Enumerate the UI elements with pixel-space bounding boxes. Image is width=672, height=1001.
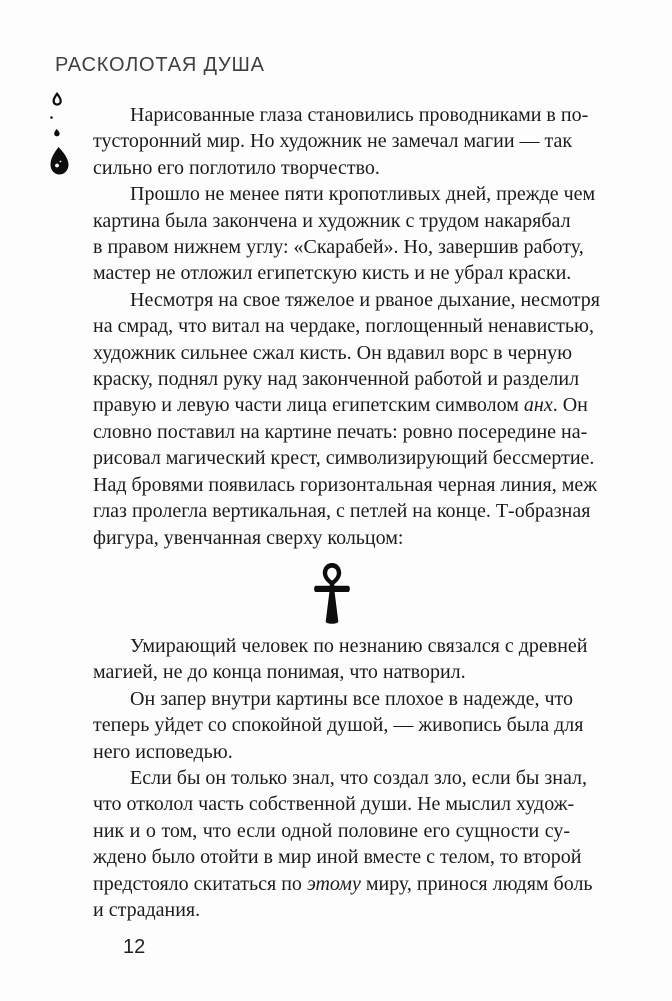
- text-line: [93, 498, 591, 524]
- text-segment: тусторонний мир. Но художник не замечал магии — так: [93, 130, 573, 153]
- running-header: РАСКОЛОТАЯ ДУША: [55, 54, 265, 76]
- text-line: [93, 765, 587, 791]
- page-number: 12: [123, 936, 146, 958]
- text-line: [93, 419, 588, 445]
- text-line: [93, 445, 595, 471]
- text-segment: предстояло скитаться по: [93, 872, 307, 895]
- text-segment: теперь уйдет со спокойной душой, — живопись была для: [93, 714, 584, 737]
- text-line: [93, 659, 570, 685]
- text-segment: краску, поднял руку над законченной работой и разделил: [93, 368, 580, 391]
- italic-text-segment: анх: [523, 394, 553, 417]
- text-segment: Несмотря на свое тяжелое и рваное дыхание, несмотря: [130, 288, 600, 311]
- text-line: [93, 366, 580, 392]
- text-segment: ждено было отойти в мир иной вместе с телом, то второй: [93, 846, 582, 869]
- text-line: [93, 313, 594, 339]
- text-segment: . Он: [552, 394, 588, 417]
- text-line: [93, 818, 570, 844]
- text-segment: правую и левую части лица египетским символом: [93, 394, 524, 417]
- text-segment: Над бровями появилась горизонтальная черная линия, меж: [93, 473, 598, 496]
- text-segment: рисовал магический крест, символизирующий бессмертие.: [93, 447, 595, 470]
- text-line: [93, 340, 573, 366]
- text-segment: фигура, увенчанная сверху кольцом:: [93, 526, 404, 549]
- body-text: [93, 102, 600, 923]
- text-line: [93, 234, 584, 260]
- ankh-icon: [312, 562, 352, 626]
- text-segment: в правом нижнем углу: «Скарабей». Но, завершив работу,: [93, 236, 584, 259]
- text-segment: Если бы он только знал, что создал зло, если бы знал,: [130, 766, 587, 789]
- text-segment: ник и о том, что если одной половине его сущности су-: [93, 819, 570, 842]
- text-line: [93, 712, 584, 738]
- text-segment: на смрад, что витал на чердаке, поглощенный ненавистью,: [93, 315, 594, 338]
- text-line: [93, 287, 600, 313]
- text-segment: мастер не отложил египетскую кисть и не убрал краски.: [93, 262, 572, 285]
- text-line: [93, 739, 570, 765]
- text-line: [93, 472, 598, 498]
- text-segment: глаз пролегла вертикальная, с петлей на конце. Т-образная: [93, 500, 591, 523]
- text-line: [93, 260, 570, 286]
- text-line: [93, 102, 589, 128]
- text-segment: миру, принося людям боль: [360, 872, 593, 895]
- text-segment: художник сильнее сжал кисть. Он вдавил ворс в черную: [93, 341, 573, 364]
- text-segment: и страдания.: [93, 898, 201, 921]
- text-segment: что отколол часть собственной души. Не мыслил худож-: [93, 793, 575, 816]
- ink-drops-icon: [46, 88, 74, 180]
- text-segment: него исповедью.: [93, 740, 233, 763]
- text-segment: Прошло не менее пяти кропотливых дней, прежде чем: [130, 183, 596, 206]
- text-line: [93, 844, 582, 870]
- ankh-symbol-block: [93, 551, 570, 633]
- text-line: [93, 525, 570, 551]
- text-line: [93, 128, 573, 154]
- text-line: [93, 392, 588, 418]
- text-segment: Нарисованные глаза становились проводниками в по-: [130, 104, 589, 126]
- text-line: [93, 686, 574, 712]
- text-line: [93, 208, 570, 234]
- text-line: [93, 155, 570, 181]
- text-line: [93, 791, 575, 817]
- italic-text-segment: этому: [306, 872, 361, 895]
- text-line: [93, 871, 593, 897]
- text-line: [93, 633, 588, 659]
- text-segment: Умирающий человек по незнанию связался с древней: [130, 634, 588, 657]
- text-segment: сильно его поглотило творчество.: [93, 156, 380, 179]
- text-line: [93, 897, 570, 923]
- text-line: [93, 181, 596, 207]
- text-segment: Он запер внутри картины все плохое в надежде, что: [130, 687, 574, 710]
- text-segment: картина была закончена и художник с трудом накарябал: [93, 209, 571, 232]
- text-segment: магией, не до конца понимая, что натворил.: [93, 661, 466, 684]
- text-segment: словно поставил на картине печать: ровно посередине на-: [93, 420, 588, 443]
